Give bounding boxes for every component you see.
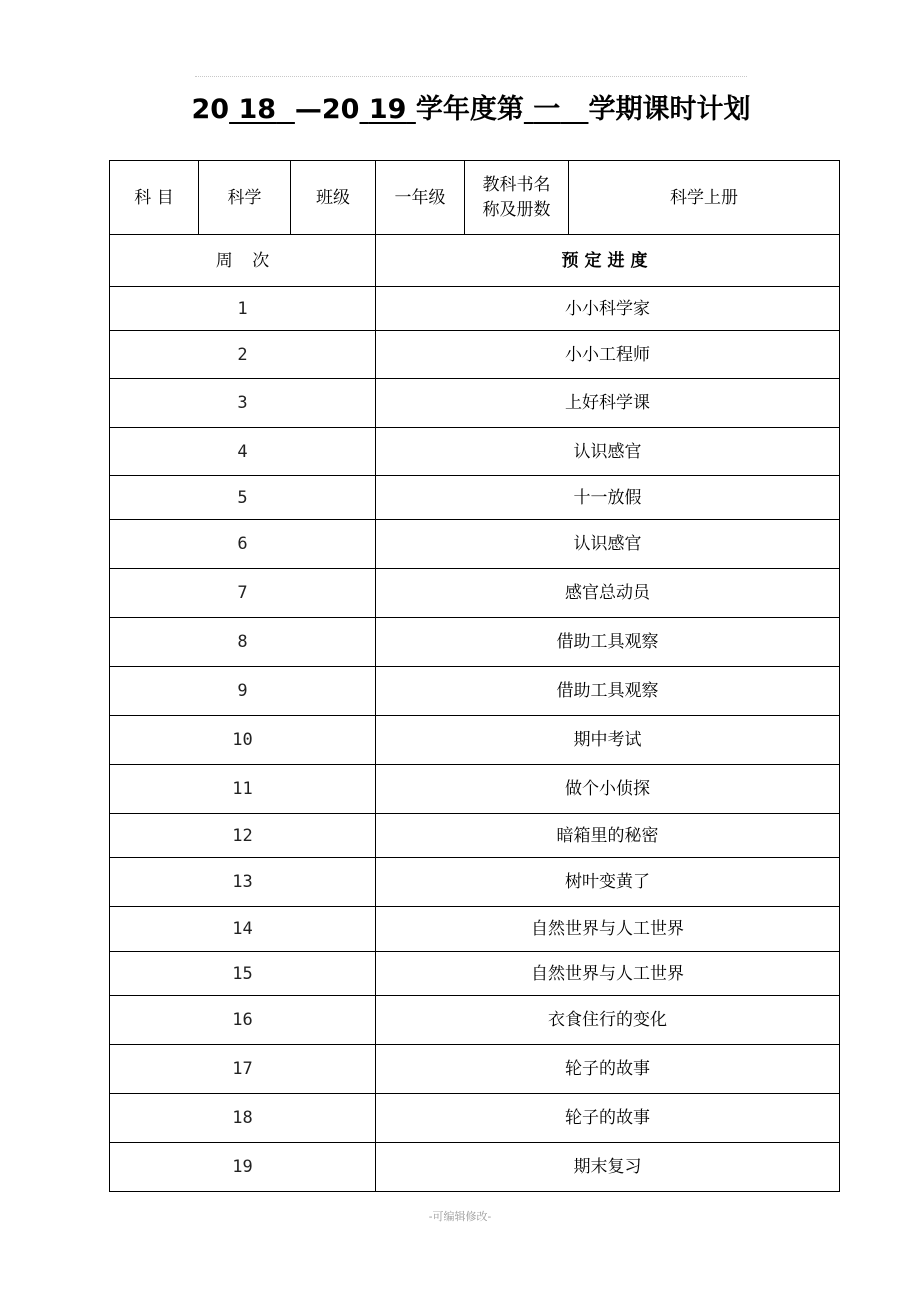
week-number: 17 bbox=[110, 1045, 376, 1094]
table-row bbox=[110, 814, 840, 858]
table-row bbox=[110, 569, 840, 618]
title-dash: — bbox=[294, 94, 322, 125]
lesson-content: 衣食住行的变化 bbox=[376, 996, 840, 1045]
week-number: 15 bbox=[110, 952, 376, 996]
table-row bbox=[110, 1045, 840, 1094]
title-year-2: 19 bbox=[368, 94, 407, 125]
title-semester: 一 bbox=[533, 94, 561, 125]
table-row bbox=[110, 428, 840, 476]
subject-label: 科 目 bbox=[110, 161, 199, 235]
lesson-content: 认识感官 bbox=[376, 428, 840, 476]
week-number: 8 bbox=[110, 618, 376, 667]
table-row bbox=[110, 907, 840, 952]
book-label-line2: 称及册数 bbox=[482, 199, 551, 220]
week-number: 13 bbox=[110, 858, 376, 907]
class-label: 班级 bbox=[291, 161, 376, 235]
title-label-2: 学期课时计划 bbox=[588, 94, 751, 125]
lesson-content: 期中考试 bbox=[376, 716, 840, 765]
lesson-content: 轮子的故事 bbox=[376, 1045, 840, 1094]
book-label-line1: 教科书名 bbox=[482, 174, 551, 195]
lesson-content: 期末复习 bbox=[376, 1143, 840, 1192]
lesson-content: 借助工具观察 bbox=[376, 667, 840, 716]
week-number: 2 bbox=[110, 331, 376, 379]
page-title bbox=[0, 90, 920, 130]
week-number: 9 bbox=[110, 667, 376, 716]
week-number: 18 bbox=[110, 1094, 376, 1143]
lesson-content: 认识感官 bbox=[376, 520, 840, 569]
table-row bbox=[110, 952, 840, 996]
week-number: 10 bbox=[110, 716, 376, 765]
table-row bbox=[110, 331, 840, 379]
lesson-content: 感官总动员 bbox=[376, 569, 840, 618]
lesson-content: 轮子的故事 bbox=[376, 1094, 840, 1143]
lesson-content: 小小工程师 bbox=[376, 331, 840, 379]
table-row bbox=[110, 287, 840, 331]
table-row bbox=[110, 1143, 840, 1192]
week-number: 12 bbox=[110, 814, 376, 858]
lesson-content: 树叶变黄了 bbox=[376, 858, 840, 907]
subject-value: 科学 bbox=[199, 161, 291, 235]
lesson-content: 小小科学家 bbox=[376, 287, 840, 331]
table-row bbox=[110, 858, 840, 907]
title-label-1: 学年度第 bbox=[415, 94, 524, 125]
table-row bbox=[110, 996, 840, 1045]
book-label bbox=[465, 161, 569, 235]
week-header: 周 次 bbox=[110, 235, 376, 287]
week-number: 14 bbox=[110, 907, 376, 952]
header-row bbox=[110, 235, 840, 287]
schedule-table bbox=[109, 160, 840, 1192]
week-number: 19 bbox=[110, 1143, 376, 1192]
table-row bbox=[110, 716, 840, 765]
week-number: 11 bbox=[110, 765, 376, 814]
lesson-content: 借助工具观察 bbox=[376, 618, 840, 667]
footer-note: -可编辑修改- bbox=[428, 1210, 492, 1223]
table-row bbox=[110, 520, 840, 569]
table-row bbox=[110, 667, 840, 716]
info-row bbox=[110, 161, 840, 235]
table-row bbox=[110, 476, 840, 520]
week-number: 7 bbox=[110, 569, 376, 618]
title-year-prefix-1: 20 bbox=[191, 94, 230, 125]
table-row bbox=[110, 1094, 840, 1143]
progress-header: 预定进度 bbox=[376, 235, 840, 287]
lesson-content: 自然世界与人工世界 bbox=[376, 952, 840, 996]
title-year-prefix-2: 20 bbox=[321, 94, 360, 125]
week-number: 16 bbox=[110, 996, 376, 1045]
table-row bbox=[110, 618, 840, 667]
title-year-1: 18 bbox=[238, 94, 277, 125]
class-value: 一年级 bbox=[376, 161, 465, 235]
week-number: 1 bbox=[110, 287, 376, 331]
week-number: 6 bbox=[110, 520, 376, 569]
lesson-content: 暗箱里的秘密 bbox=[376, 814, 840, 858]
book-value: 科学上册 bbox=[569, 161, 840, 235]
lesson-content: 自然世界与人工世界 bbox=[376, 907, 840, 952]
lesson-content: 上好科学课 bbox=[376, 379, 840, 428]
week-number: 3 bbox=[110, 379, 376, 428]
week-number: 5 bbox=[110, 476, 376, 520]
week-number: 4 bbox=[110, 428, 376, 476]
table-row bbox=[110, 765, 840, 814]
lesson-content: 做个小侦探 bbox=[376, 765, 840, 814]
lesson-content: 十一放假 bbox=[376, 476, 840, 520]
table-row bbox=[110, 379, 840, 428]
header-divider bbox=[195, 76, 747, 77]
